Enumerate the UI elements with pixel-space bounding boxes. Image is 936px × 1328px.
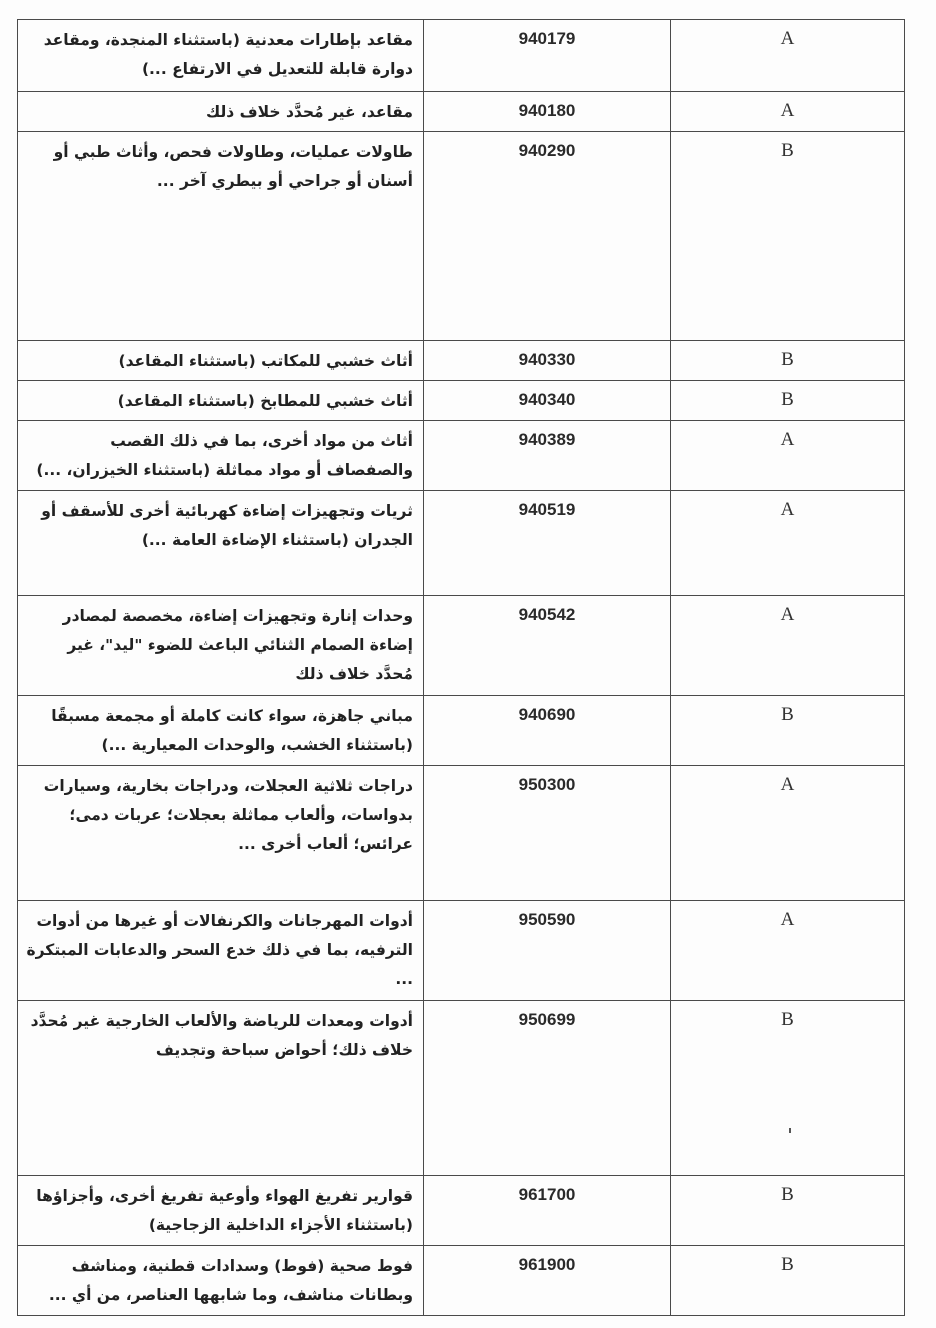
code-cell: 940519	[424, 491, 671, 596]
description-cell: مقاعد، غير مُحدَّد خلاف ذلك	[18, 92, 424, 132]
category-cell: B	[671, 132, 905, 341]
category-cell: A	[671, 901, 905, 1001]
code-cell: 940290	[424, 132, 671, 341]
description-cell: دراجات ثلاثية العجلات، ودراجات بخارية، وسيارات بدواسات، وألعاب مماثلة بعجلات؛ عربات دمى؛ عرائس؛ ألعاب أخرى ...	[18, 766, 424, 901]
tariff-table	[17, 19, 905, 1316]
code-cell: 950300	[424, 766, 671, 901]
code-cell: 940690	[424, 696, 671, 766]
category-cell: B	[671, 696, 905, 766]
table-row	[18, 596, 905, 696]
table-row	[18, 92, 905, 132]
category-cell: A	[671, 596, 905, 696]
description-cell: أثاث من مواد أخرى، بما في ذلك القصب والصفصاف أو مواد مماثلة (باستثناء الخيزران، ...)	[18, 421, 424, 491]
code-cell: 940179	[424, 20, 671, 92]
category-cell: B	[671, 1001, 905, 1176]
description-cell: أثاث خشبي للمطابخ (باستثناء المقاعد)	[18, 381, 424, 421]
table-row	[18, 132, 905, 341]
category-cell: A	[671, 92, 905, 132]
code-cell: 950590	[424, 901, 671, 1001]
stray-mark	[789, 1128, 791, 1133]
table-row	[18, 20, 905, 92]
code-cell: 961900	[424, 1246, 671, 1316]
code-cell: 940389	[424, 421, 671, 491]
category-cell: A	[671, 20, 905, 92]
description-cell: أثاث خشبي للمكاتب (باستثناء المقاعد)	[18, 341, 424, 381]
description-cell: وحدات إنارة وتجهيزات إضاءة، مخصصة لمصادر إضاءة الصمام الثنائي الباعث للضوء "ليد"، غير مُحدَّد خلاف ذلك	[18, 596, 424, 696]
table-row	[18, 1246, 905, 1316]
code-cell: 940542	[424, 596, 671, 696]
table-row	[18, 341, 905, 381]
description-cell: مقاعد بإطارات معدنية (باستثناء المنجدة، ومقاعد دوارة قابلة للتعديل في الارتفاع ...)	[18, 20, 424, 92]
description-cell: طاولات عمليات، وطاولات فحص، وأثاث طبي أو أسنان أو جراحي أو بيطري آخر ...	[18, 132, 424, 341]
code-cell: 950699	[424, 1001, 671, 1176]
category-cell: A	[671, 766, 905, 901]
table-row	[18, 421, 905, 491]
code-cell: 940340	[424, 381, 671, 421]
description-cell: أدوات المهرجانات والكرنفالات أو غيرها من أدوات الترفيه، بما في ذلك خدع السحر والدعابات المبتكرة ...	[18, 901, 424, 1001]
table-row	[18, 1176, 905, 1246]
code-cell: 940180	[424, 92, 671, 132]
category-cell: B	[671, 1176, 905, 1246]
description-cell: أدوات ومعدات للرياضة والألعاب الخارجية غير مُحدَّد خلاف ذلك؛ أحواض سباحة وتجديف	[18, 1001, 424, 1176]
category-cell: A	[671, 491, 905, 596]
table-row	[18, 1001, 905, 1176]
code-cell: 940330	[424, 341, 671, 381]
category-cell: B	[671, 1246, 905, 1316]
table-row	[18, 381, 905, 421]
category-cell: B	[671, 381, 905, 421]
table-row	[18, 491, 905, 596]
category-cell: A	[671, 421, 905, 491]
code-cell: 961700	[424, 1176, 671, 1246]
category-cell: B	[671, 341, 905, 381]
description-cell: فوط صحية (فوط) وسدادات قطنية، ومناشف وبطانات مناشف، وما شابهها العناصر، من أي ...	[18, 1246, 424, 1316]
table-row	[18, 766, 905, 901]
table-row	[18, 901, 905, 1001]
description-cell: ثريات وتجهيزات إضاءة كهربائية أخرى للأسقف أو الجدران (باستثناء الإضاءة العامة ...)	[18, 491, 424, 596]
table-row	[18, 696, 905, 766]
description-cell: قوارير تفريغ الهواء وأوعية تفريغ أخرى، وأجزاؤها (باستثناء الأجزاء الداخلية الزجاجية)	[18, 1176, 424, 1246]
description-cell: مباني جاهزة، سواء كانت كاملة أو مجمعة مسبقًا (باستثناء الخشب، والوحدات المعيارية ...)	[18, 696, 424, 766]
